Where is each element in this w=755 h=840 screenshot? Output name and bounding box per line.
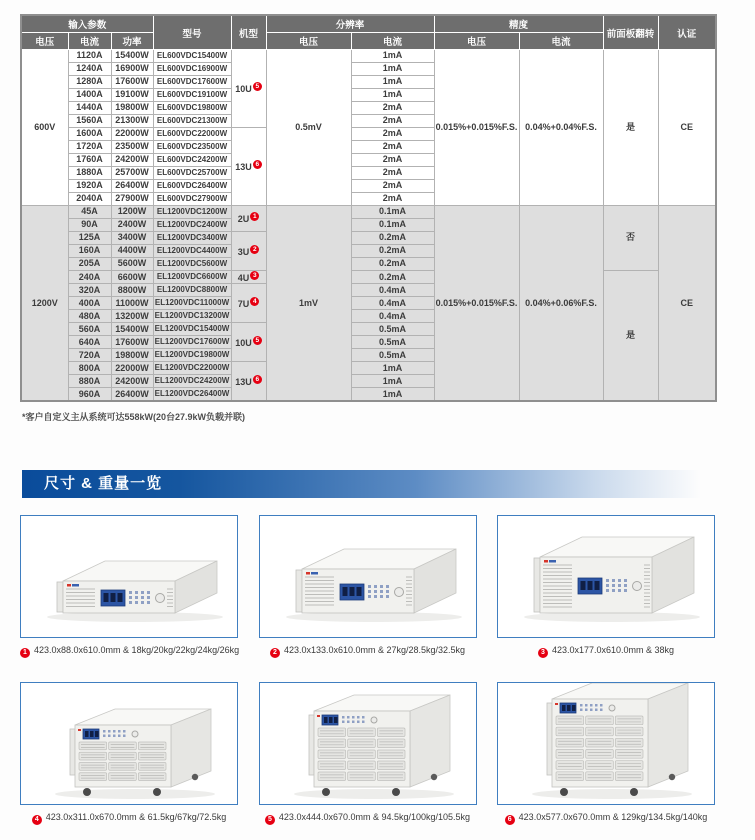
cell-model: EL600VDC27900W [153, 193, 231, 206]
cell-input-current: 1920A [68, 180, 111, 193]
cell-input-power: 21300W [111, 115, 153, 128]
header-input-voltage: 电压 [21, 33, 68, 50]
product-card [497, 682, 715, 825]
product-card [259, 515, 477, 658]
product-image-box [497, 515, 715, 638]
product-caption [20, 645, 238, 658]
form-factor-number-badge: 5 [253, 82, 262, 91]
cell-model: EL600VDC26400W [153, 180, 231, 193]
caption-number-badge: 3 [538, 648, 548, 658]
cell-input-power: 22000W [111, 362, 153, 375]
product-caption [497, 645, 715, 658]
product-image [21, 516, 237, 637]
cell-resolution-current: 0.5mA [351, 349, 434, 362]
cell-resolution-voltage: 0.5mV [266, 50, 351, 206]
product-caption [259, 645, 477, 658]
header-input-power: 功率 [111, 33, 153, 50]
caption-number-badge: 1 [20, 648, 30, 658]
cell-front-panel-flip: 是 [603, 271, 658, 402]
cell-input-power: 8800W [111, 284, 153, 297]
cell-form-factor: 7U 4 [231, 284, 266, 323]
cell-input-current: 1400A [68, 89, 111, 102]
cell-accuracy-voltage: 0.015%+0.015%F.S. [434, 206, 519, 402]
cell-form-factor: 10U 5 [231, 323, 266, 362]
cell-input-current: 1120A [68, 50, 111, 63]
cell-input-power: 22000W [111, 128, 153, 141]
cell-model: EL1200VDC26400W [153, 388, 231, 402]
cell-resolution-current: 2mA [351, 154, 434, 167]
cell-model: EL1200VDC8800W [153, 284, 231, 297]
voltage-group-1200V [21, 206, 716, 402]
cell-accuracy-voltage: 0.015%+0.015%F.S. [434, 50, 519, 206]
cell-model: EL1200VDC24200W [153, 375, 231, 388]
cell-input-current: 1880A [68, 167, 111, 180]
cell-model: EL1200VDC11000W [153, 297, 231, 310]
cell-input-power: 15400W [111, 323, 153, 336]
cell-input-voltage: 600V [21, 50, 68, 206]
product-image-box [259, 515, 477, 638]
cell-model: EL1200VDC13200W [153, 310, 231, 323]
cell-form-factor: 4U 3 [231, 271, 266, 284]
cell-input-current: 1560A [68, 115, 111, 128]
cell-input-current: 1280A [68, 76, 111, 89]
cell-certification: CE [658, 206, 716, 402]
header-accuracy: 精度 [434, 15, 603, 33]
cell-input-current: 240A [68, 271, 111, 284]
cell-form-factor: 13U 6 [231, 128, 266, 206]
cell-resolution-current: 1mA [351, 63, 434, 76]
cell-input-power: 11000W [111, 297, 153, 310]
header-model: 型号 [153, 15, 231, 50]
cell-input-power: 19800W [111, 102, 153, 115]
cell-resolution-current: 0.2mA [351, 271, 434, 284]
cell-form-factor: 10U 5 [231, 50, 266, 128]
header-input-current: 电流 [68, 33, 111, 50]
cell-resolution-voltage: 1mV [266, 206, 351, 402]
cell-input-power: 6600W [111, 271, 153, 284]
cell-input-current: 160A [68, 245, 111, 258]
cell-input-current: 1440A [68, 102, 111, 115]
cell-input-power: 5600W [111, 258, 153, 271]
cell-model: EL1200VDC1200W [153, 206, 231, 219]
cell-resolution-current: 1mA [351, 362, 434, 375]
cell-model: EL1200VDC17600W [153, 336, 231, 349]
cell-model: EL600VDC25700W [153, 167, 231, 180]
caption-text: 423.0x88.0x610.0mm & 18kg/20kg/22kg/24kg/26kg [34, 645, 240, 656]
section-title: 尺寸 & 重量一览 [44, 475, 163, 493]
cell-model: EL1200VDC2400W [153, 219, 231, 232]
cell-resolution-current: 2mA [351, 167, 434, 180]
product-card [20, 515, 238, 658]
spec-table [20, 14, 717, 402]
cell-resolution-current: 1mA [351, 388, 434, 402]
product-image-box [497, 682, 715, 805]
cell-model: EL1200VDC5600W [153, 258, 231, 271]
cell-input-current: 880A [68, 375, 111, 388]
cell-resolution-current: 0.4mA [351, 284, 434, 297]
cell-resolution-current: 2mA [351, 180, 434, 193]
caption-text: 423.0x177.0x610.0mm & 38kg [551, 645, 675, 656]
cell-input-power: 16900W [111, 63, 153, 76]
cell-model: EL600VDC23500W [153, 141, 231, 154]
header-front-panel-flip: 前面板翻转 [603, 15, 658, 50]
cell-model: EL1200VDC6600W [153, 271, 231, 284]
cell-input-current: 800A [68, 362, 111, 375]
form-factor-number-badge: 2 [250, 245, 259, 254]
cell-input-power: 13200W [111, 310, 153, 323]
table-row [21, 50, 716, 63]
cell-input-current: 1720A [68, 141, 111, 154]
cell-input-current: 320A [68, 284, 111, 297]
header-accuracy-voltage: 电压 [434, 33, 519, 50]
cell-input-current: 125A [68, 232, 111, 245]
cell-input-power: 2400W [111, 219, 153, 232]
cell-model: EL600VDC19800W [153, 102, 231, 115]
cell-input-current: 640A [68, 336, 111, 349]
product-image [260, 683, 476, 804]
header-accuracy-current: 电流 [519, 33, 603, 50]
cell-input-power: 4400W [111, 245, 153, 258]
cell-model: EL600VDC24200W [153, 154, 231, 167]
cell-resolution-current: 2mA [351, 141, 434, 154]
table-row [21, 271, 716, 284]
product-gallery [20, 515, 715, 825]
cell-resolution-current: 0.4mA [351, 310, 434, 323]
cell-input-power: 25700W [111, 167, 153, 180]
product-card [20, 682, 238, 825]
header-resolution-current: 电流 [351, 33, 434, 50]
product-image-box [20, 515, 238, 638]
cell-front-panel-flip: 否 [603, 206, 658, 271]
cell-resolution-current: 1mA [351, 76, 434, 89]
cell-resolution-current: 0.1mA [351, 206, 434, 219]
form-factor-number-badge: 6 [253, 160, 262, 169]
cell-resolution-current: 1mA [351, 50, 434, 63]
cell-form-factor: 13U 6 [231, 362, 266, 402]
product-caption [20, 812, 238, 825]
cell-resolution-current: 0.4mA [351, 297, 434, 310]
cell-accuracy-current: 0.04%+0.04%F.S. [519, 50, 603, 206]
form-factor-number-badge: 3 [250, 271, 259, 280]
product-image [498, 516, 714, 637]
form-factor-number-badge: 5 [253, 336, 262, 345]
cell-input-current: 1240A [68, 63, 111, 76]
cell-model: EL600VDC17600W [153, 76, 231, 89]
cell-input-current: 45A [68, 206, 111, 219]
cell-resolution-current: 2mA [351, 193, 434, 206]
cell-input-current: 720A [68, 349, 111, 362]
cell-model: EL1200VDC3400W [153, 232, 231, 245]
cell-model: EL600VDC21300W [153, 115, 231, 128]
form-factor-number-badge: 4 [250, 297, 259, 306]
cell-input-current: 1600A [68, 128, 111, 141]
cell-input-voltage: 1200V [21, 206, 68, 402]
voltage-group-600V [21, 50, 716, 206]
cell-resolution-current: 1mA [351, 89, 434, 102]
header-certification: 认证 [658, 15, 716, 50]
cell-input-power: 3400W [111, 232, 153, 245]
cell-input-current: 2040A [68, 193, 111, 206]
cell-input-current: 960A [68, 388, 111, 402]
product-card [497, 515, 715, 658]
caption-number-badge: 2 [270, 648, 280, 658]
cell-model: EL1200VDC22000W [153, 362, 231, 375]
cell-input-power: 26400W [111, 180, 153, 193]
caption-text: 423.0x311.0x670.0mm & 61.5kg/67kg/72.5kg [45, 812, 227, 823]
cell-input-power: 1200W [111, 206, 153, 219]
cell-input-power: 19100W [111, 89, 153, 102]
cell-input-power: 26400W [111, 388, 153, 402]
cell-resolution-current: 0.2mA [351, 232, 434, 245]
cell-input-power: 19800W [111, 349, 153, 362]
product-caption [497, 812, 715, 825]
cell-resolution-current: 0.1mA [351, 219, 434, 232]
cell-input-current: 205A [68, 258, 111, 271]
cell-input-current: 480A [68, 310, 111, 323]
cell-input-power: 27900W [111, 193, 153, 206]
cell-model: EL600VDC22000W [153, 128, 231, 141]
cell-input-power: 24200W [111, 375, 153, 388]
cell-model: EL600VDC19100W [153, 89, 231, 102]
header-resolution-voltage: 电压 [266, 33, 351, 50]
cell-form-factor: 2U 1 [231, 206, 266, 232]
cell-input-current: 90A [68, 219, 111, 232]
cell-accuracy-current: 0.04%+0.06%F.S. [519, 206, 603, 402]
caption-text: 423.0x133.0x610.0mm & 27kg/28.5kg/32.5kg [283, 645, 466, 656]
cell-model: EL600VDC16900W [153, 63, 231, 76]
cell-resolution-current: 0.2mA [351, 258, 434, 271]
cell-input-current: 1760A [68, 154, 111, 167]
caption-text: 423.0x444.0x670.0mm & 94.5kg/100kg/105.5kg [278, 812, 471, 823]
cell-input-power: 23500W [111, 141, 153, 154]
footnote: *客户自定义主从系统可达558kW(20台27.9kW负载并联) [22, 412, 246, 423]
spec-table-header [21, 15, 716, 50]
cell-model: EL1200VDC4400W [153, 245, 231, 258]
table-row [21, 206, 716, 219]
caption-number-badge: 6 [505, 815, 515, 825]
cell-input-power: 17600W [111, 76, 153, 89]
cell-front-panel-flip: 是 [603, 50, 658, 206]
product-image-box [259, 682, 477, 805]
product-caption [259, 812, 477, 825]
cell-input-current: 560A [68, 323, 111, 336]
header-input-params: 输入参数 [21, 15, 153, 33]
product-image [260, 516, 476, 637]
cell-input-power: 17600W [111, 336, 153, 349]
cell-resolution-current: 2mA [351, 102, 434, 115]
product-image [21, 683, 237, 804]
cell-model: EL600VDC15400W [153, 50, 231, 63]
cell-input-power: 24200W [111, 154, 153, 167]
cell-resolution-current: 0.5mA [351, 336, 434, 349]
cell-input-power: 15400W [111, 50, 153, 63]
datasheet-page [0, 14, 755, 825]
caption-number-badge: 4 [32, 815, 42, 825]
cell-certification: CE [658, 50, 716, 206]
cell-resolution-current: 0.5mA [351, 323, 434, 336]
section-title-banner [22, 470, 737, 498]
cell-resolution-current: 0.2mA [351, 245, 434, 258]
cell-form-factor: 3U 2 [231, 232, 266, 271]
caption-number-badge: 5 [265, 815, 275, 825]
form-factor-number-badge: 6 [253, 375, 262, 384]
cell-resolution-current: 1mA [351, 375, 434, 388]
product-card [259, 682, 477, 825]
product-image [498, 683, 714, 804]
cell-input-current: 400A [68, 297, 111, 310]
cell-resolution-current: 2mA [351, 115, 434, 128]
cell-model: EL1200VDC19800W [153, 349, 231, 362]
form-factor-number-badge: 1 [250, 212, 259, 221]
header-form-factor: 机型 [231, 15, 266, 50]
caption-text: 423.0x577.0x670.0mm & 129kg/134.5kg/140kg [518, 812, 708, 823]
header-resolution: 分辨率 [266, 15, 434, 33]
product-image-box [20, 682, 238, 805]
cell-model: EL1200VDC15400W [153, 323, 231, 336]
cell-resolution-current: 2mA [351, 128, 434, 141]
